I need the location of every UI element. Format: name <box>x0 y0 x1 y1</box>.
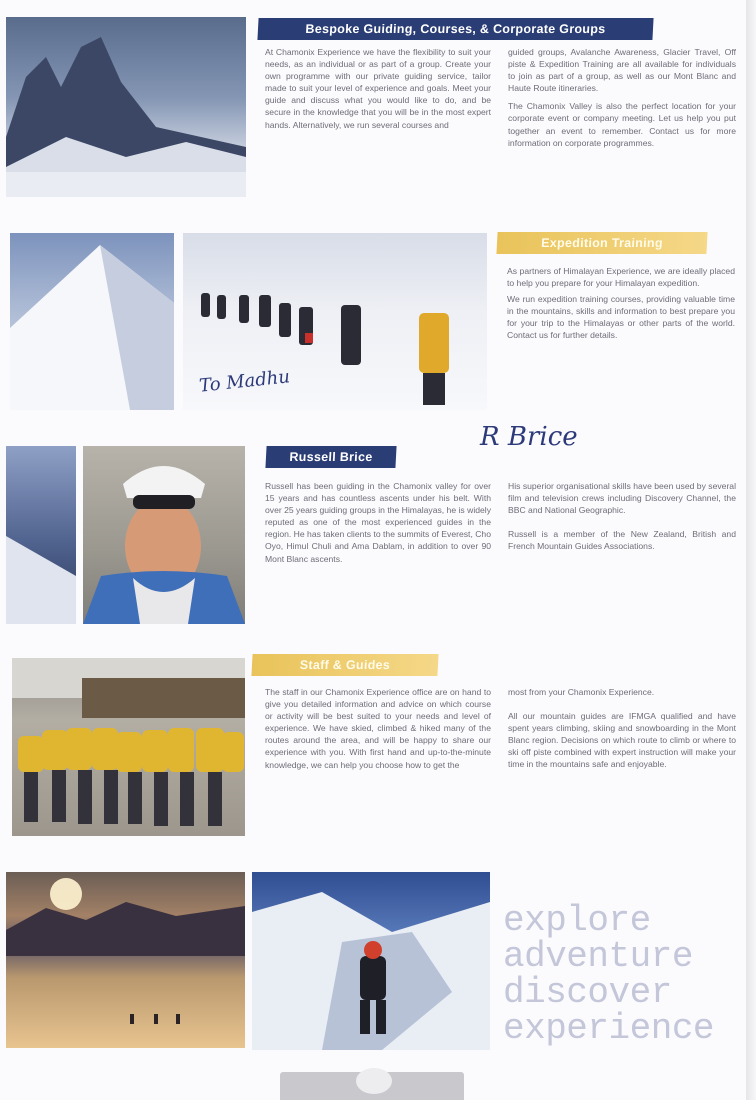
bespoke-paragraph-2: guided groups, Avalanche Awareness, Glacier Travel, Off piste & Expedition Training are all available for individuals to join as part of a group, as well as our Mont Blanc and Haute Route itineraries. <box>508 47 736 94</box>
bespoke-paragraph-1: At Chamonix Experience we have the flexibility to suit your needs, as an individual or as part of a group. Create your own programme with our private guiding service, tailor made to suit your level of experience and goals. Meet your guide and discuss what you would like to do, and be secure in the knowledge that you will be in the most expert hands. Alternatively, we run several courses and <box>265 47 491 130</box>
staff-group-photo <box>12 658 245 836</box>
expedition-text <box>507 265 735 348</box>
page-edge <box>746 0 756 1100</box>
expedition-paragraph-1: As partners of Himalayan Experience, we are ideally placed to help you prepare for your Himalayan expedition. <box>507 266 735 289</box>
russell-text-col1 <box>265 480 491 571</box>
staff-text-col2 <box>508 686 736 777</box>
sunset-illustration <box>6 872 245 1048</box>
staff-heading: Staff & Guides <box>299 658 391 672</box>
russell-paragraph-1: Russell has been guiding in the Chamonix valley for over 15 years and has countless ascents under his belt. With over 25 years guiding groups in the Himalayas, he is widely reputed as one of the most experienced guides in the region. He has taken clients to the summits of Everest, Cho Oyo, Himul Chuli and Ama Dablam, in addition to over 90 Mont Blanc ascents. <box>265 481 491 564</box>
mountain-peak-photo <box>6 17 246 197</box>
russell-text-col2 <box>508 480 736 558</box>
bespoke-heading-banner <box>257 18 653 40</box>
snow-ridge-photo <box>10 233 174 410</box>
sunset-snowfield-photo <box>6 872 245 1048</box>
tagline-word-3: discover <box>503 972 672 1013</box>
handwritten-dedication: To Madhu <box>198 366 291 397</box>
page-binding-hole <box>356 1068 392 1094</box>
staff-paragraph-2: most from your Chamonix Experience. <box>508 687 655 697</box>
staff-heading-banner <box>251 654 438 676</box>
russell-brice-portrait <box>83 446 245 624</box>
russell-signature: R Brice <box>480 422 578 452</box>
russell-paragraph-2: His superior organisational skills have been used by several film and television crews including Discovery Channel, the BBC and National Geographic. <box>508 481 736 516</box>
russell-heading: Russell Brice <box>289 450 373 464</box>
staff-paragraph-3: All our mountain guides are IFMGA qualified and have spent years climbing, skiing and snowboarding in the Mont Blanc region. Decisions on which route to climb or where to ski off piste combined with expert instruction will make your time in the mountains safe and enjoyable. <box>508 711 736 770</box>
staff-paragraph-1: The staff in our Chamonix Experience office are on hand to give you detailed information and advice on which course or activity will be best suited to your needs and level of experience. We have skied, climbed & hiked many of the routes around the area, and will be happy to share our experience with you. With first hand and up-to-the-minute knowledge, we can help you choose how to get the <box>265 687 491 770</box>
staff-text-col1 <box>265 686 491 777</box>
bespoke-heading: Bespoke Guiding, Courses, & Corporate Groups <box>305 22 606 36</box>
bespoke-text-col1 <box>265 46 491 137</box>
mountain-peak-illustration <box>6 17 246 197</box>
bespoke-text-col2 <box>508 46 736 155</box>
alpine-slope-illustration <box>6 446 76 624</box>
staff-group-illustration <box>12 658 245 836</box>
tagline-block <box>503 900 715 1049</box>
climber-illustration <box>252 872 490 1050</box>
expedition-paragraph-2: We run expedition training courses, providing valuable time in the mountains, skills and information to best prepare you for your trip to the Himalayas or other parts of the world. Contact us for further details. <box>507 294 735 341</box>
portrait-illustration <box>83 446 245 624</box>
tagline-word-1: explore <box>503 900 651 941</box>
snow-ridge-illustration <box>10 233 174 410</box>
expedition-heading: Expedition Training <box>540 236 664 250</box>
bespoke-paragraph-3: The Chamonix Valley is also the perfect location for your corporate event or company meeting. Let us help you put together an event to remember. Contact us for more information on corporate programmes. <box>508 101 736 148</box>
russell-paragraph-3: Russell is a member of the New Zealand, British and French Mountain Guides Associations. <box>508 529 736 552</box>
alpine-slope-photo <box>6 446 76 624</box>
tagline-word-4: experience <box>503 1008 715 1049</box>
expedition-heading-banner <box>496 232 707 254</box>
expedition-team-photo <box>183 233 487 410</box>
climber-on-ridge-photo <box>252 872 490 1050</box>
russell-heading-banner <box>265 446 396 468</box>
tagline-word-2: adventure <box>503 936 693 977</box>
